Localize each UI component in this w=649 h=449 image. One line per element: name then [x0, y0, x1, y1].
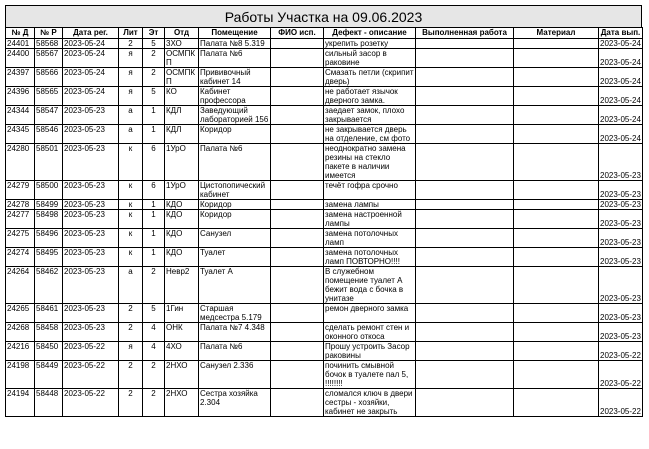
cell-material [514, 200, 599, 210]
cell-otd: КДЛ [165, 125, 199, 144]
cell-done: 2023-05-24 [600, 39, 641, 48]
cell-et: 1 [143, 248, 165, 267]
cell-work [416, 267, 514, 304]
cell-defect: Прошу устроить Засор раковины [324, 342, 416, 361]
cell-done: 2023-05-23 [599, 304, 643, 323]
cell-room: Палата №8 5.319 [199, 39, 271, 49]
cell-otd: ОНК [165, 323, 199, 342]
cell-nd: 24275 [6, 229, 35, 248]
report-sheet [5, 5, 642, 417]
table-row [6, 342, 643, 361]
cell-et: 2 [143, 68, 165, 87]
cell-material [514, 342, 599, 361]
cell-lit: а [119, 106, 143, 125]
cell-otd: 3ХО [165, 39, 199, 49]
cell-done: 2023-05-23 [600, 200, 641, 209]
col-header-defect: Дефект - описание [324, 28, 416, 39]
cell-otd: КДО [165, 210, 199, 229]
cell-fio [271, 229, 324, 248]
cell-fio [271, 144, 324, 181]
cell-material [514, 144, 599, 181]
cell-otd: 1УрО [165, 144, 199, 181]
cell-material [514, 49, 599, 68]
cell-fio [271, 304, 324, 323]
cell-work [416, 144, 514, 181]
cell-material [514, 39, 599, 49]
cell-nr: 58565 [35, 87, 63, 106]
cell-work [416, 304, 514, 323]
cell-done: 2023-05-24 [599, 49, 643, 68]
cell-work [416, 229, 514, 248]
cell-date: 2023-05-23 [63, 210, 119, 229]
cell-room: Сестра хозяйка 2.304 [199, 389, 271, 417]
col-header-lit: Лит [119, 28, 143, 39]
cell-otd: ОСМПК П [165, 49, 199, 68]
cell-material [514, 106, 599, 125]
cell-done: 2023-05-23 [599, 248, 643, 267]
cell-nd: 24400 [6, 49, 35, 68]
cell-et: 1 [143, 229, 165, 248]
cell-otd: КДЛ [165, 106, 199, 125]
cell-room: Старшая медсестра 5.179 [199, 304, 271, 323]
col-header-done: Дата вып. [599, 28, 643, 39]
cell-defect: заедает замок, плохо закрывается [324, 106, 416, 125]
cell-date: 2023-05-23 [63, 106, 119, 125]
table-row [6, 200, 643, 210]
cell-otd: 2НХО [165, 361, 199, 389]
cell-fio [271, 125, 324, 144]
cell-material [514, 361, 599, 389]
cell-nr: 58462 [35, 267, 63, 304]
table-row [6, 49, 643, 68]
cell-nd: 24345 [6, 125, 35, 144]
cell-room: Палата №7 4.348 [199, 323, 271, 342]
cell-room: Палата №6 [199, 49, 271, 68]
cell-et: 6 [143, 181, 165, 200]
cell-material [514, 68, 599, 87]
cell-otd: КДО [165, 200, 199, 210]
cell-otd: 1УрО [165, 181, 199, 200]
cell-et: 1 [143, 125, 165, 144]
cell-et: 1 [143, 106, 165, 125]
table-row [6, 229, 643, 248]
cell-work [416, 39, 514, 49]
cell-material [514, 389, 599, 417]
cell-nr: 58568 [35, 39, 63, 49]
cell-defect: починить смывной бочок в туалете пал 5, !!!!!!!! [324, 361, 416, 389]
cell-et: 5 [143, 39, 165, 49]
table-row [6, 68, 643, 87]
cell-fio [271, 106, 324, 125]
cell-material [514, 304, 599, 323]
cell-date: 2023-05-24 [63, 68, 119, 87]
cell-room: Туалет А [199, 267, 271, 304]
cell-material [514, 87, 599, 106]
cell-room: Туалет [199, 248, 271, 267]
cell-done: 2023-05-24 [599, 68, 643, 87]
cell-nr: 58495 [35, 248, 63, 267]
cell-work [416, 200, 514, 210]
cell-room: Коридор [199, 200, 271, 210]
cell-done: 2023-05-24 [599, 87, 643, 106]
cell-et: 2 [143, 389, 165, 417]
table-row [6, 389, 643, 417]
table-row [6, 248, 643, 267]
cell-fio [271, 68, 324, 87]
cell-room: Кабинет профессора [199, 87, 271, 106]
cell-nr: 58449 [35, 361, 63, 389]
cell-room: Цистопопический кабинет [199, 181, 271, 200]
cell-work [416, 106, 514, 125]
cell-et: 6 [143, 144, 165, 181]
cell-date: 2023-05-23 [63, 248, 119, 267]
cell-fio [271, 389, 324, 417]
cell-date: 2023-05-22 [63, 361, 119, 389]
cell-fio [271, 39, 324, 49]
cell-nr: 58448 [35, 389, 63, 417]
cell-date: 2023-05-23 [63, 267, 119, 304]
cell-lit: я [119, 87, 143, 106]
cell-material [514, 125, 599, 144]
cell-lit: к [119, 210, 143, 229]
cell-fio [271, 49, 324, 68]
cell-nr: 58496 [35, 229, 63, 248]
cell-et: 1 [143, 200, 165, 210]
cell-work [416, 342, 514, 361]
cell-room: Санузел [199, 229, 271, 248]
cell-nd: 24344 [6, 106, 35, 125]
cell-material [514, 210, 599, 229]
col-header-date: Дата рег. [63, 28, 119, 39]
table-row [6, 210, 643, 229]
cell-done: 2023-05-22 [599, 342, 643, 361]
cell-et: 2 [143, 49, 165, 68]
cell-room: Санузел 2.336 [199, 361, 271, 389]
cell-defect: замена настроенной лампы [324, 210, 416, 229]
cell-defect: Смазать петли (скрипит дверь) [325, 68, 414, 86]
cell-et: 4 [143, 342, 165, 361]
cell-fio [271, 323, 324, 342]
cell-date: 2023-05-22 [63, 342, 119, 361]
cell-fio [271, 200, 324, 210]
cell-fio [271, 248, 324, 267]
cell-et: 4 [143, 323, 165, 342]
cell-work [416, 361, 514, 389]
cell-lit: а [119, 125, 143, 144]
cell-otd: ОСМПК П [165, 68, 199, 87]
cell-work [416, 181, 514, 200]
cell-date: 2023-05-24 [63, 49, 119, 68]
cell-fio [271, 342, 324, 361]
cell-nd: 24264 [6, 267, 35, 304]
cell-done: 2023-05-23 [599, 144, 643, 181]
cell-nd: 24279 [6, 181, 35, 200]
cell-done: 2023-05-24 [599, 125, 643, 144]
cell-room: Заведующий лабораторией 156 [199, 106, 271, 125]
cell-lit: 2 [119, 389, 143, 417]
cell-nd: 24397 [6, 68, 35, 87]
col-header-nd: № Д [6, 28, 35, 39]
cell-work [416, 125, 514, 144]
cell-nd: 24198 [6, 361, 35, 389]
table-row [6, 361, 643, 389]
cell-material [514, 248, 599, 267]
cell-otd: 2НХО [165, 389, 199, 417]
table-row [6, 181, 643, 200]
col-header-otd: Отд [165, 28, 199, 39]
cell-date: 2023-05-24 [63, 87, 119, 106]
cell-nd: 24280 [6, 144, 35, 181]
cell-lit: 2 [119, 323, 143, 342]
cell-nd: 24278 [6, 200, 35, 210]
cell-work [416, 323, 514, 342]
cell-lit: к [119, 200, 143, 210]
cell-et: 2 [143, 361, 165, 389]
cell-work [416, 87, 514, 106]
table-row [6, 144, 643, 181]
col-header-material: Материал [514, 28, 599, 39]
table-row [6, 39, 643, 49]
cell-date: 2023-05-23 [63, 229, 119, 248]
cell-done: 2023-05-23 [599, 229, 643, 248]
cell-nd: 24194 [6, 389, 35, 417]
cell-fio [271, 361, 324, 389]
cell-date: 2023-05-23 [63, 304, 119, 323]
table-row [6, 304, 643, 323]
cell-otd: 1Гин [165, 304, 199, 323]
report-title: Работы Участка на 09.06.2023 [5, 5, 642, 27]
cell-nr: 58547 [35, 106, 63, 125]
cell-nr: 58498 [35, 210, 63, 229]
col-header-nr: № Р [35, 28, 63, 39]
cell-nd: 24274 [6, 248, 35, 267]
cell-nr: 58450 [35, 342, 63, 361]
works-table [5, 27, 643, 417]
cell-lit: я [119, 342, 143, 361]
cell-fio [271, 87, 324, 106]
cell-defect: сильный засор в раковине [324, 49, 416, 68]
col-header-room: Помещение [199, 28, 271, 39]
cell-otd: Невр2 [165, 267, 199, 304]
cell-nr: 58501 [35, 144, 63, 181]
cell-room: Коридор [199, 210, 271, 229]
cell-material [514, 267, 599, 304]
cell-done: 2023-05-23 [599, 267, 643, 304]
cell-et: 5 [143, 87, 165, 106]
col-header-et: Эт [143, 28, 165, 39]
cell-lit: 2 [119, 361, 143, 389]
cell-done: 2023-05-22 [599, 361, 643, 389]
cell-fio [271, 181, 324, 200]
cell-nd: 24216 [6, 342, 35, 361]
cell-lit: 2 [119, 39, 143, 49]
cell-work [416, 49, 514, 68]
cell-defect: В служебном помещение туалет А бежит вода с бочка в унитазе [324, 267, 416, 304]
cell-done: 2023-05-23 [599, 323, 643, 342]
cell-material [514, 323, 599, 342]
cell-defect: течёт гофра срочно [324, 181, 416, 200]
cell-material [514, 181, 599, 200]
cell-lit: к [119, 248, 143, 267]
header-row [6, 28, 643, 39]
cell-work [416, 68, 514, 87]
cell-defect: замена лампы [324, 200, 416, 210]
cell-defect: не работает язычок дверного замка. [324, 87, 416, 106]
table-row [6, 125, 643, 144]
cell-et: 2 [143, 267, 165, 304]
cell-work [416, 210, 514, 229]
cell-date: 2023-05-23 [63, 144, 119, 181]
cell-nr: 58546 [35, 125, 63, 144]
cell-room: Палата №6 [199, 342, 271, 361]
cell-otd: КДО [165, 229, 199, 248]
cell-work [416, 389, 514, 417]
cell-defect: сломался ключ в двери сестры - хозяйки, кабинет не закрыть [324, 389, 416, 417]
cell-lit: к [119, 144, 143, 181]
cell-defect: не закрывается дверь на отделение, см фото [324, 125, 416, 144]
cell-nd: 24268 [6, 323, 35, 342]
cell-lit: к [119, 181, 143, 200]
cell-done: 2023-05-23 [599, 181, 643, 200]
cell-date: 2023-05-23 [63, 200, 119, 210]
cell-done: 2023-05-23 [599, 210, 643, 229]
cell-lit: я [119, 68, 143, 87]
cell-et: 5 [143, 304, 165, 323]
table-body [6, 39, 643, 417]
cell-room: Палата №6 [199, 144, 271, 181]
cell-nd: 24265 [6, 304, 35, 323]
cell-fio [271, 267, 324, 304]
cell-done: 2023-05-22 [599, 389, 643, 417]
cell-defect: ремон дверного замка [324, 304, 416, 323]
cell-otd: КО [165, 87, 199, 106]
cell-defect: замена потолочных ламп ПОВТОРНО!!!! [324, 248, 416, 267]
table-row [6, 87, 643, 106]
cell-defect: сделать ремонт стен и оконного откоса [324, 323, 416, 342]
cell-nd: 24277 [6, 210, 35, 229]
cell-nr: 58567 [35, 49, 63, 68]
cell-nd: 24396 [6, 87, 35, 106]
table-row [6, 323, 643, 342]
cell-done: 2023-05-24 [599, 106, 643, 125]
cell-date: 2023-05-23 [63, 323, 119, 342]
cell-lit: 2 [119, 304, 143, 323]
cell-nr: 58461 [35, 304, 63, 323]
cell-lit: к [119, 229, 143, 248]
table-row [6, 267, 643, 304]
cell-nr: 58458 [35, 323, 63, 342]
cell-work [416, 248, 514, 267]
cell-lit: я [119, 49, 143, 68]
cell-date: 2023-05-24 [63, 39, 119, 49]
cell-room: Прививочный кабинет 14 [199, 68, 271, 87]
table-row [6, 106, 643, 125]
cell-date: 2023-05-23 [63, 125, 119, 144]
cell-defect: укрепить розетку [324, 39, 416, 49]
cell-et: 1 [143, 210, 165, 229]
cell-room: Коридор [199, 125, 271, 144]
cell-nr: 58566 [35, 68, 63, 87]
col-header-fio: ФИО исп. [271, 28, 324, 39]
cell-nd: 24401 [6, 39, 35, 49]
cell-fio [271, 210, 324, 229]
cell-date: 2023-05-23 [63, 181, 119, 200]
cell-nr: 58499 [35, 200, 63, 210]
cell-defect: неоднократно замена резины на стекло пакете в наличии имеется [324, 144, 416, 181]
cell-date: 2023-05-22 [63, 389, 119, 417]
cell-nr: 58500 [35, 181, 63, 200]
cell-otd: 4ХО [165, 342, 199, 361]
cell-otd: КДО [165, 248, 199, 267]
col-header-work: Выполненная работа [416, 28, 514, 39]
cell-defect: замена потолочных ламп [324, 229, 416, 248]
cell-material [514, 229, 599, 248]
cell-lit: а [119, 267, 143, 304]
